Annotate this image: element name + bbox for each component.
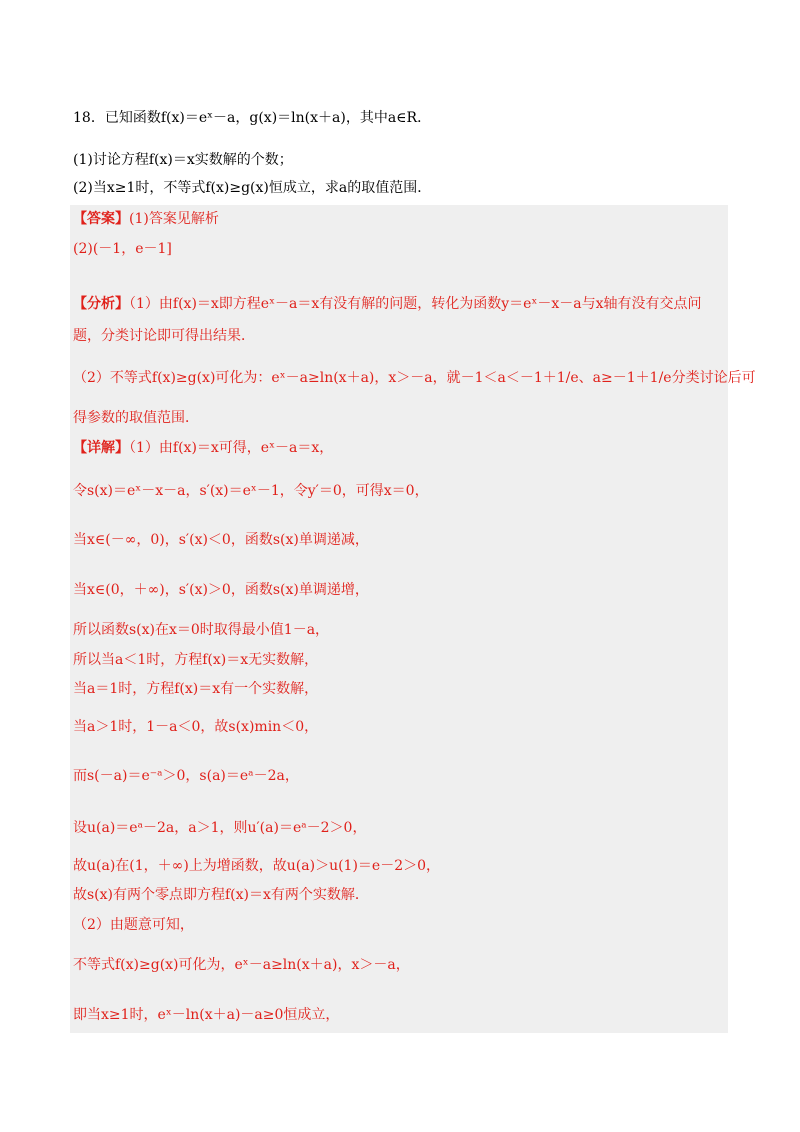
detail-line-10: 故u(a)在(1，＋∞)上为增函数，故u(a)＞u(1)＝e－2＞0， xyxy=(73,858,441,874)
analysis-line3: （2）不等式f(x)≥g(x)可化为：eˣ－a≥ln(x＋a)，x＞－a，就－1＜a＜－1＋1/e、a≥－1＋1/e分类讨论后可 xyxy=(73,370,756,386)
detail-line-2: 当x∈(－∞，0)，s′(x)＜0，函数s(x)单调递减， xyxy=(73,532,369,548)
detail-line-9: 设u(a)＝eᵃ－2a，a＞1，则u′(a)＝eᵃ－2＞0， xyxy=(73,820,367,836)
problem-intro: 18．已知函数f(x)＝eˣ－a，g(x)＝ln(x＋a)，其中a∈R． xyxy=(73,110,432,126)
detail-line-12: （2）由题意可知， xyxy=(73,917,194,933)
analysis-line2: 题，分类讨论即可得出结果． xyxy=(73,328,255,344)
answer-label: 【答案】 xyxy=(73,211,129,227)
analysis-text1: （1）由f(x)＝x即方程eˣ－a＝x有没有解的问题，转化为函数y＝eˣ－x－a与x轴有没有交点问 xyxy=(129,296,702,312)
detail-line-13: 不等式f(x)≥g(x)可化为，eˣ－a≥ln(x＋a)，x＞－a， xyxy=(73,957,410,973)
detail-line-1: 令s(x)＝eˣ－x－a，s′(x)＝eˣ－1，令y′＝0，可得x＝0， xyxy=(73,483,429,499)
detail-line-6: 当a＝1时，方程f(x)＝x有一个实数解， xyxy=(73,681,319,697)
detail-line-3: 当x∈(0，＋∞)，s′(x)＞0，函数s(x)单调递增， xyxy=(73,582,369,598)
detail-line-7: 当a＞1时，1－a＜0，故s(x)min＜0， xyxy=(73,719,319,735)
detail-text-0: （1）由f(x)＝x可得，eˣ－a＝x， xyxy=(129,440,334,456)
detail-line-0 xyxy=(73,438,333,458)
answer-part1: (1)答案见解析 xyxy=(129,211,219,227)
problem-part2: (2)当x≥1时，不等式f(x)≥g(x)恒成立，求a的取值范围． xyxy=(73,180,432,196)
answer-line1 xyxy=(73,209,219,229)
detail-line-8: 而s(－a)＝e⁻ᵃ＞0，s(a)＝eᵃ－2a， xyxy=(73,768,299,784)
analysis-line1 xyxy=(73,294,702,314)
analysis-label: 【分析】 xyxy=(73,296,129,312)
detail-label: 【详解】 xyxy=(73,440,129,456)
detail-line-4: 所以函数s(x)在x＝0时取得最小值1－a， xyxy=(73,622,330,638)
detail-line-14: 即当x≥1时，eˣ－ln(x＋a)－a≥0恒成立， xyxy=(73,1007,340,1023)
analysis-line4: 得参数的取值范围． xyxy=(73,410,199,426)
answer-part2: (2)(－1，e－1] xyxy=(73,241,172,257)
detail-line-11: 故s(x)有两个零点即方程f(x)＝x有两个实数解． xyxy=(73,887,369,903)
detail-line-5: 所以当a＜1时，方程f(x)＝x无实数解， xyxy=(73,652,319,668)
problem-part1: (1)讨论方程f(x)＝x实数解的个数； xyxy=(73,152,293,168)
